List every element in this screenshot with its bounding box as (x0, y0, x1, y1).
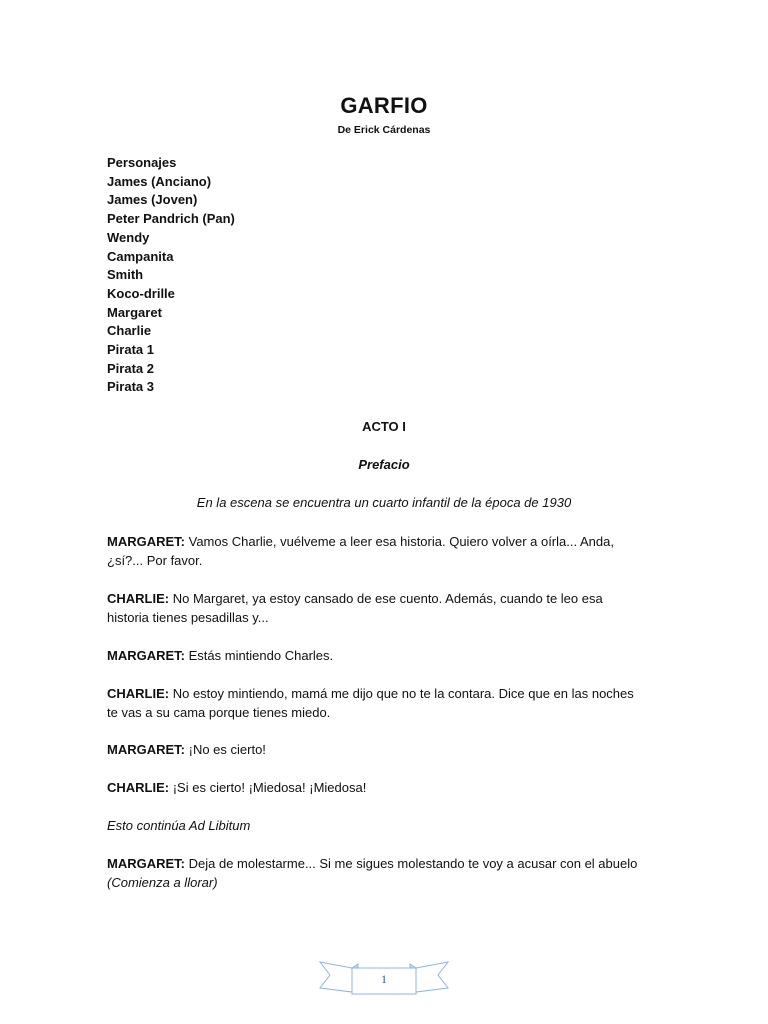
scene-description: En la escena se encuentra un cuarto infantil de la época de 1930 (196, 495, 572, 510)
character-item: Margaret (107, 304, 162, 320)
speaker-name: MARGARET: (107, 534, 185, 549)
character-list (107, 154, 235, 397)
character-item: Pirata 1 (107, 342, 154, 358)
character-item: Peter Pandrich (Pan) (107, 211, 235, 227)
document-author: De Erick Cárdenas (337, 124, 431, 136)
character-item: Koco-drille (107, 285, 175, 301)
dialogue-text: Vamos Charlie, vuélveme a leer esa historia. Quiero volver a oírla... Anda, (185, 534, 614, 549)
character-item: James (Anciano) (107, 173, 212, 189)
dialogue-text: No Margaret, ya estoy cansado de ese cuento. Además, cuando te leo esa (169, 591, 603, 606)
dialogue-paragraph (107, 778, 667, 797)
act-heading: ACTO I (362, 419, 406, 434)
stage-direction-inline: (Comienza a llorar) (107, 875, 218, 890)
character-item: Smith (107, 267, 144, 283)
character-item: James (Joven) (107, 192, 198, 208)
dialogue-paragraph (107, 684, 667, 722)
dialogue-text: historia tienes pesadillas y... (107, 610, 269, 625)
speaker-name: MARGARET: (107, 856, 185, 871)
dialogue-paragraph (107, 589, 667, 627)
character-item: Campanita (107, 248, 174, 264)
dialogue-text: No estoy mintiendo, mamá me dijo que no te la contara. Dice que en las noches (169, 686, 634, 701)
speaker-name: CHARLIE: (107, 686, 170, 701)
character-item: Charlie (107, 323, 152, 339)
dialogue-text: Deja de molestarme... Si me sigues molestando te voy a acusar con el abuelo (185, 856, 638, 871)
dialogue-paragraph (107, 740, 667, 759)
speaker-name: CHARLIE: (107, 591, 170, 606)
document-title: GARFIO (340, 93, 428, 118)
dialogue-paragraph (107, 646, 667, 665)
speaker-name: MARGARET: (107, 648, 185, 663)
dialogue-text: ¡No es cierto! (185, 742, 266, 757)
dialogue-text: ¡Si es cierto! ¡Miedosa! ¡Miedosa! (169, 780, 367, 795)
character-item: Pirata 2 (107, 360, 154, 376)
speaker-name: CHARLIE: (107, 780, 170, 795)
speaker-name: MARGARET: (107, 742, 185, 757)
page-number: 1 (381, 972, 387, 986)
dialogue-paragraph (107, 532, 667, 570)
preface-heading: Prefacio (358, 457, 410, 472)
dialogue-text: te vas a su cama porque tienes miedo. (107, 705, 331, 720)
dialogue-text: Estás mintiendo Charles. (185, 648, 334, 663)
dialogue-paragraph (107, 854, 667, 892)
character-item: Wendy (107, 229, 150, 245)
characters-heading: Personajes (107, 155, 177, 170)
stage-direction: Esto continúa Ad Libitum (107, 818, 251, 833)
character-item: Pirata 3 (107, 379, 154, 395)
dialogue-text: ¿sí?... Por favor. (107, 553, 203, 568)
